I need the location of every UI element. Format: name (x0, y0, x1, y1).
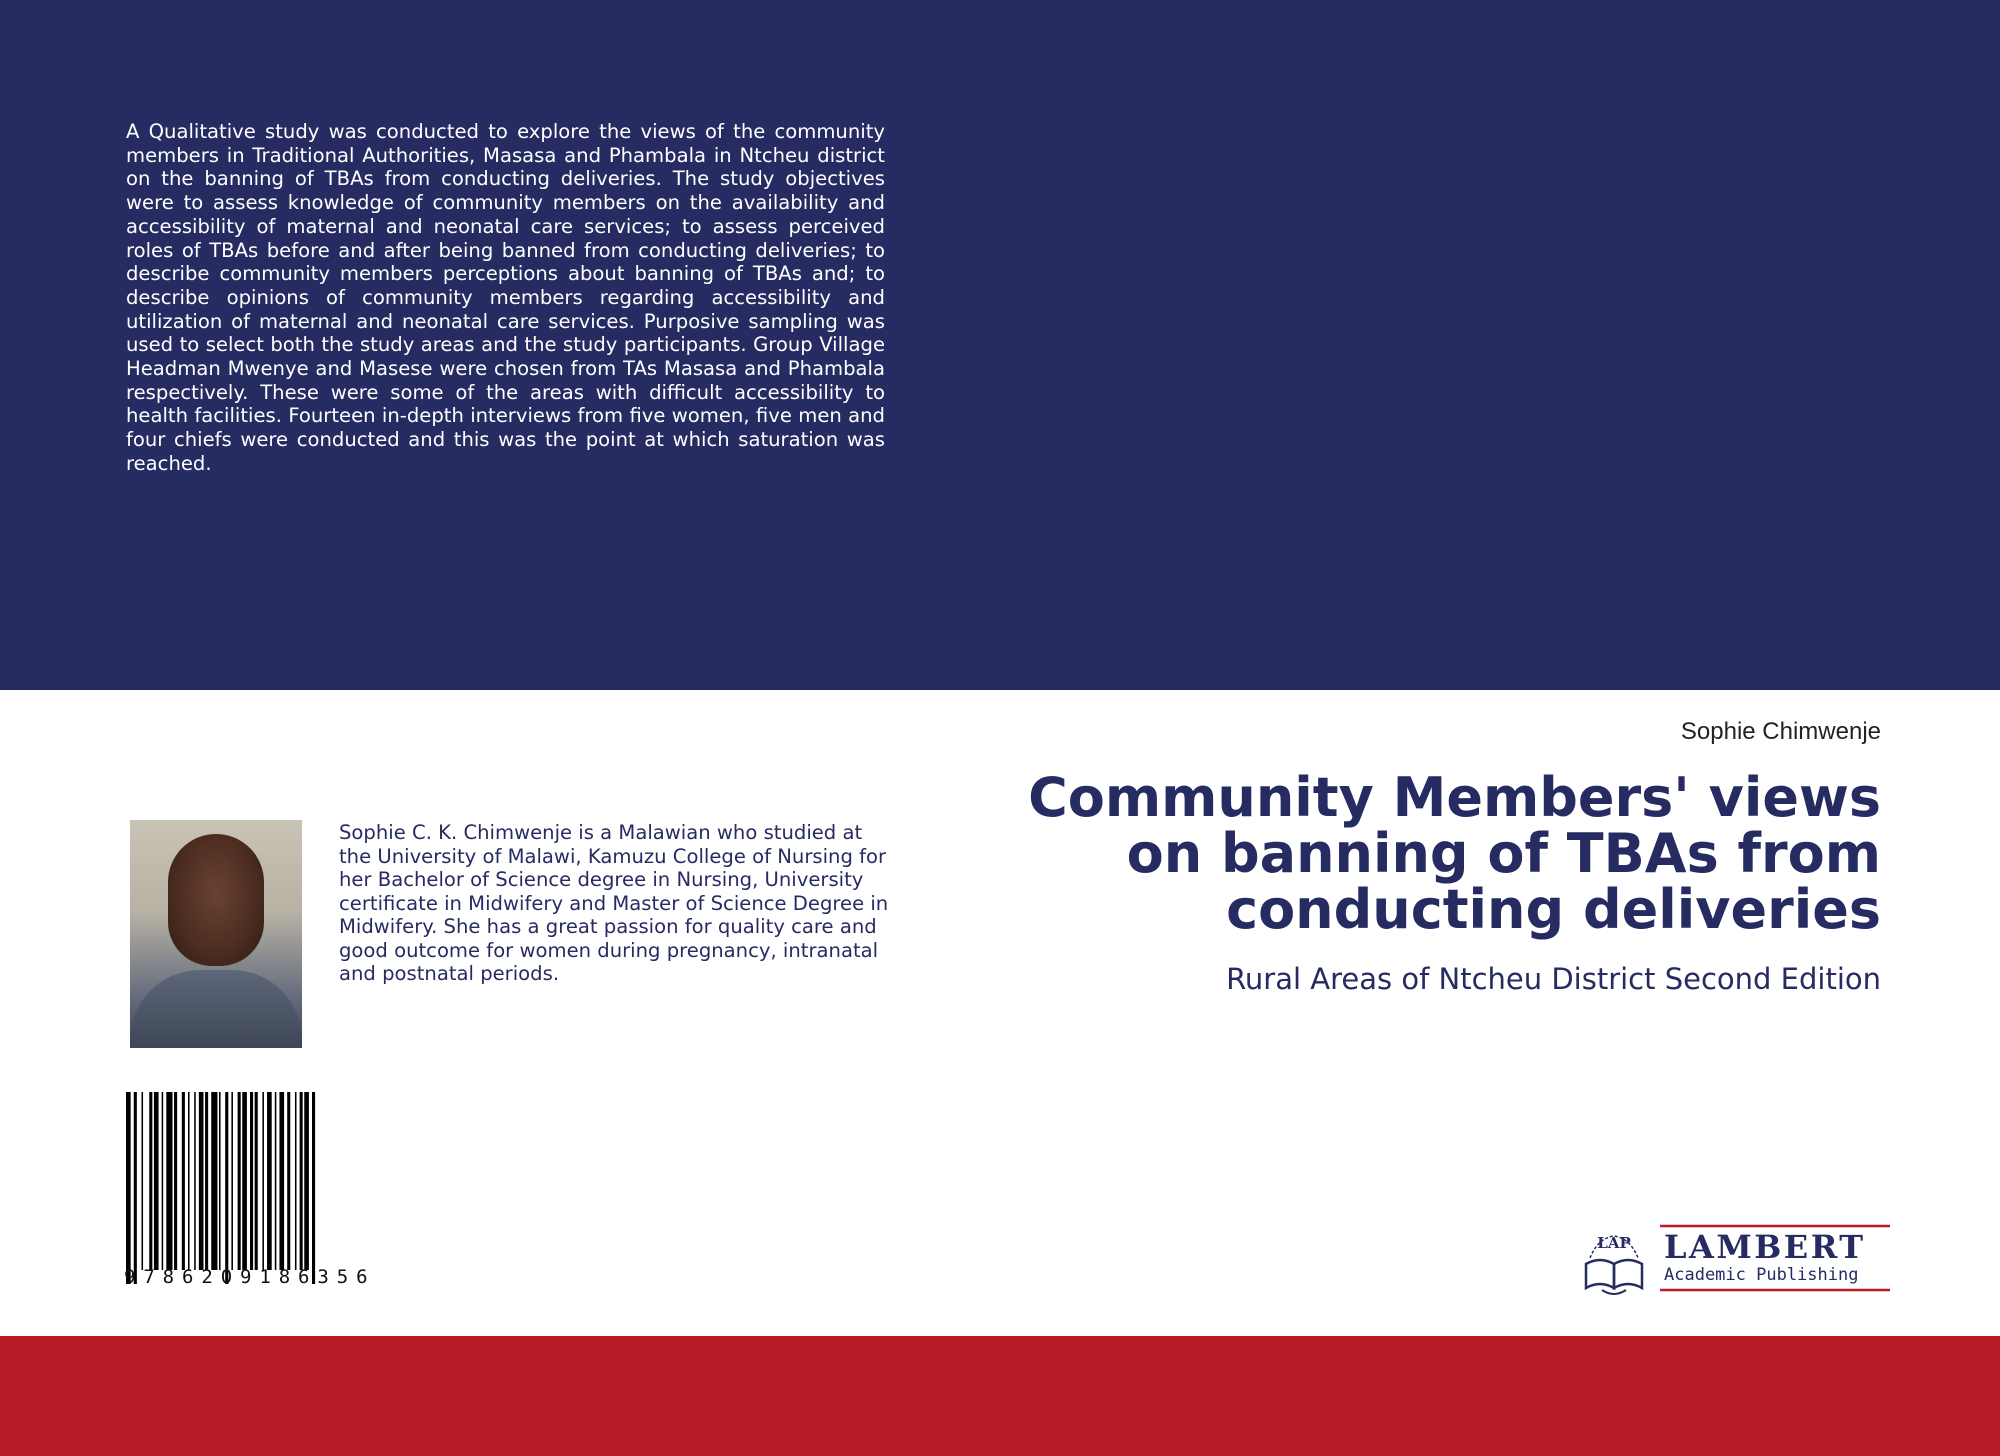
barcode-bar (126, 1092, 131, 1284)
barcode-bar (312, 1092, 315, 1284)
author-photo-body (130, 970, 302, 1048)
barcode-bar (225, 1092, 228, 1284)
barcode-bar (250, 1092, 253, 1270)
publisher-mark: LAP (1597, 1234, 1631, 1252)
barcode-bar (149, 1092, 152, 1270)
barcode-bar (188, 1092, 190, 1270)
barcode-bar (182, 1092, 185, 1270)
barcode-bar (219, 1092, 221, 1270)
publisher-name: LAMBERT (1664, 1228, 1866, 1266)
isbn-barcode (126, 1092, 456, 1284)
barcode-bar (162, 1092, 164, 1270)
barcode-bar (194, 1092, 196, 1270)
barcode-bar (287, 1092, 290, 1270)
barcode-bar (134, 1092, 137, 1284)
isbn-digits: 9786209186356 (124, 1266, 376, 1288)
barcode-bar (295, 1092, 297, 1270)
barcode-bar (174, 1092, 177, 1270)
barcode-bar (300, 1092, 303, 1270)
book-title: Community Members' views on banning of TBAs from conducting deliveries (1028, 766, 1881, 941)
barcode-bar (142, 1092, 144, 1270)
barcode-bar (166, 1092, 172, 1270)
book-subtitle: Rural Areas of Ntcheu District Second Edition (1226, 962, 1881, 996)
author-photo-head (168, 834, 264, 966)
barcode-bar (154, 1092, 159, 1270)
barcode-bar (205, 1092, 208, 1270)
author-photo (130, 820, 302, 1048)
barcode-bar (255, 1092, 258, 1270)
back-cover-blurb: A Qualitative study was conducted to explore the views of the community members in Traditional Authorities, Masasa and Phambala in Ntcheu district on the banning of TBAs from conducting deliveries. The study objectives were to assess knowledge of community members on the availability and accessibility of maternal and neonatal care services; to assess perceived roles of TBAs before and after being banned from conducting deliveries; to describe community members perceptions about banning of TBAs and; to describe opinions of community members regarding accessibility and utilization of maternal and neonatal care services. Purposive sampling was used to select both the study areas and the study participants. Group Village Headman Mwenye and Masese were chosen from TAs Masasa and Phambala respectively. These were some of the areas with difficult accessibility to health facilities. Fourteen in-depth interviews from five women, five men and four chiefs were conducted and this was the point at which saturation was reached. (126, 120, 885, 475)
barcode-bar (275, 1092, 277, 1270)
barcode-bar (211, 1092, 217, 1270)
barcode-bar (199, 1092, 204, 1270)
barcode-bar (279, 1092, 284, 1270)
barcode-bar (238, 1092, 241, 1270)
author-bio: Sophie C. K. Chimwenje is a Malawian who studied at the University of Malawi, Kamuzu College of Nursing for her Bachelor of Science degree in Nursing, University certificate in Midwifery and Master of Science Degree in Midwifery. She has a great passion for quality care and good outcome for women during pregnancy, intranatal and postnatal periods. (339, 821, 889, 985)
author-name: Sophie Chimwenje (1680, 718, 1881, 745)
barcode-bar (304, 1092, 309, 1270)
barcode-bar (262, 1092, 264, 1270)
red-bottom-band (0, 1336, 2000, 1456)
barcode-bar (231, 1092, 233, 1270)
publisher-tagline: Academic Publishing (1664, 1265, 1859, 1285)
barcode-bar (267, 1092, 272, 1270)
barcode-bar (242, 1092, 247, 1270)
publisher-logo (1580, 1222, 1890, 1298)
